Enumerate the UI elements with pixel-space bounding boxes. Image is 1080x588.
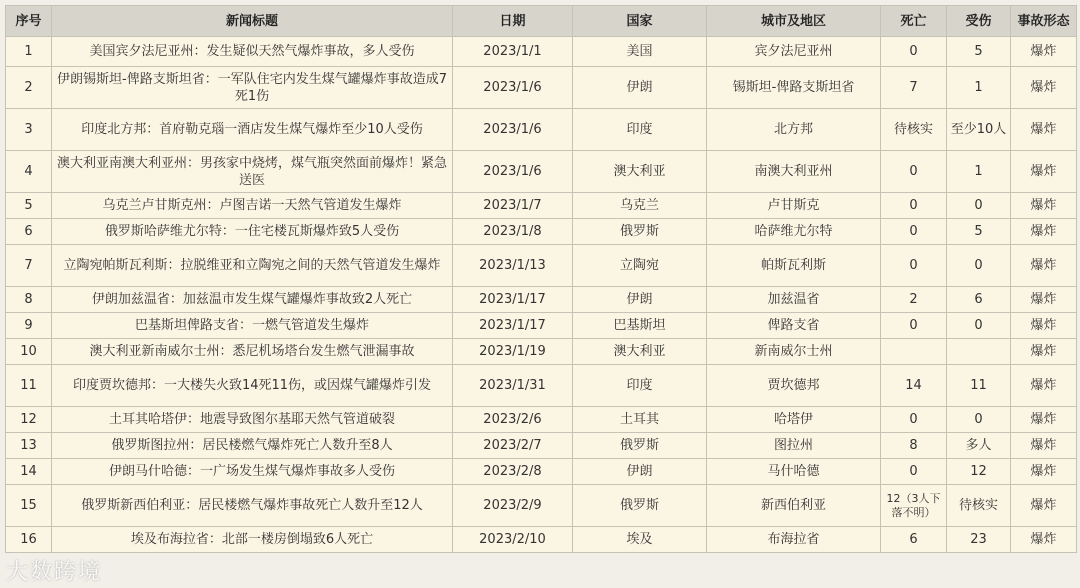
cell-date: 2023/1/13 <box>453 245 573 287</box>
cell-injuries: 1 <box>947 67 1011 109</box>
cell-region: 新西伯利亚 <box>707 485 881 527</box>
cell-region: 北方邦 <box>707 109 881 151</box>
incident-table <box>5 5 1077 553</box>
cell-title: 俄罗斯哈萨维尤尔特：一住宅楼瓦斯爆炸致5人受伤 <box>52 219 453 245</box>
header-row <box>6 6 1077 37</box>
col-header-date: 日期 <box>453 6 573 37</box>
cell-deaths: 0 <box>881 193 947 219</box>
cell-deaths: 8 <box>881 433 947 459</box>
cell-deaths: 0 <box>881 407 947 433</box>
cell-region: 布海拉省 <box>707 527 881 553</box>
cell-date: 2023/2/6 <box>453 407 573 433</box>
table-row <box>6 245 1077 287</box>
cell-injuries: 0 <box>947 245 1011 287</box>
table-row <box>6 109 1077 151</box>
cell-title: 埃及布海拉省：北部一楼房倒塌致6人死亡 <box>52 527 453 553</box>
cell-title: 澳大利亚新南威尔士州：悉尼机场塔台发生燃气泄漏事故 <box>52 339 453 365</box>
cell-injuries: 0 <box>947 313 1011 339</box>
cell-injuries: 0 <box>947 407 1011 433</box>
cell-title: 巴基斯坦俾路支省：一燃气管道发生爆炸 <box>52 313 453 339</box>
cell-date: 2023/2/8 <box>453 459 573 485</box>
cell-type: 爆炸 <box>1011 339 1077 365</box>
cell-region: 新南威尔士州 <box>707 339 881 365</box>
cell-index: 1 <box>6 37 52 67</box>
cell-country: 俄罗斯 <box>573 219 707 245</box>
cell-type: 爆炸 <box>1011 37 1077 67</box>
cell-region: 加兹温省 <box>707 287 881 313</box>
cell-injuries: 5 <box>947 219 1011 245</box>
table-row <box>6 485 1077 527</box>
col-header-injuries: 受伤 <box>947 6 1011 37</box>
cell-type: 爆炸 <box>1011 245 1077 287</box>
cell-type: 爆炸 <box>1011 459 1077 485</box>
cell-index: 11 <box>6 365 52 407</box>
cell-injuries: 5 <box>947 37 1011 67</box>
col-header-country: 国家 <box>573 6 707 37</box>
cell-injuries: 11 <box>947 365 1011 407</box>
cell-date: 2023/1/6 <box>453 109 573 151</box>
cell-date: 2023/2/7 <box>453 433 573 459</box>
cell-type: 爆炸 <box>1011 219 1077 245</box>
cell-injuries: 6 <box>947 287 1011 313</box>
cell-injuries: 1 <box>947 151 1011 193</box>
cell-index: 5 <box>6 193 52 219</box>
cell-index: 16 <box>6 527 52 553</box>
cell-injuries <box>947 339 1011 365</box>
col-header-title: 新闻标题 <box>52 6 453 37</box>
cell-index: 13 <box>6 433 52 459</box>
cell-country: 俄罗斯 <box>573 485 707 527</box>
cell-title: 俄罗斯新西伯利亚：居民楼燃气爆炸事故死亡人数升至12人 <box>52 485 453 527</box>
cell-region: 图拉州 <box>707 433 881 459</box>
watermark-text: 大数跨境 <box>6 560 103 585</box>
cell-type: 爆炸 <box>1011 287 1077 313</box>
cell-date: 2023/1/6 <box>453 67 573 109</box>
cell-type: 爆炸 <box>1011 365 1077 407</box>
table-row <box>6 313 1077 339</box>
cell-title: 印度贾坎德邦：一大楼失火致14死11伤，或因煤气罐爆炸引发 <box>52 365 453 407</box>
cell-index: 15 <box>6 485 52 527</box>
table-row <box>6 287 1077 313</box>
cell-title: 乌克兰卢甘斯克州：卢图吉诺一天然气管道发生爆炸 <box>52 193 453 219</box>
cell-deaths: 2 <box>881 287 947 313</box>
cell-date: 2023/2/9 <box>453 485 573 527</box>
table-row <box>6 219 1077 245</box>
cell-title: 伊朗马什哈德：一广场发生煤气爆炸事故多人受伤 <box>52 459 453 485</box>
table-row <box>6 37 1077 67</box>
cell-deaths: 6 <box>881 527 947 553</box>
cell-date: 2023/1/7 <box>453 193 573 219</box>
cell-index: 12 <box>6 407 52 433</box>
cell-title: 俄罗斯图拉州：居民楼燃气爆炸死亡人数升至8人 <box>52 433 453 459</box>
table-body <box>6 37 1077 553</box>
cell-index: 10 <box>6 339 52 365</box>
cell-injuries: 23 <box>947 527 1011 553</box>
cell-title: 土耳其哈塔伊：地震导致图尔基耶天然气管道破裂 <box>52 407 453 433</box>
cell-type: 爆炸 <box>1011 485 1077 527</box>
cell-title: 澳大利亚南澳大利亚州：男孩家中烧烤，煤气瓶突然面前爆炸！紧急送医 <box>52 151 453 193</box>
cell-region: 哈萨维尤尔特 <box>707 219 881 245</box>
cell-title: 立陶宛帕斯瓦利斯：拉脱维亚和立陶宛之间的天然气管道发生爆炸 <box>52 245 453 287</box>
cell-deaths: 7 <box>881 67 947 109</box>
table-row <box>6 67 1077 109</box>
table-row <box>6 365 1077 407</box>
cell-country: 土耳其 <box>573 407 707 433</box>
col-header-deaths: 死亡 <box>881 6 947 37</box>
cell-injuries: 待核实 <box>947 485 1011 527</box>
cell-region: 南澳大利亚州 <box>707 151 881 193</box>
cell-deaths: 0 <box>881 219 947 245</box>
cell-index: 6 <box>6 219 52 245</box>
cell-country: 美国 <box>573 37 707 67</box>
cell-region: 帕斯瓦利斯 <box>707 245 881 287</box>
cell-region: 俾路支省 <box>707 313 881 339</box>
cell-type: 爆炸 <box>1011 67 1077 109</box>
cell-type: 爆炸 <box>1011 313 1077 339</box>
cell-deaths: 0 <box>881 459 947 485</box>
table-row <box>6 433 1077 459</box>
cell-index: 4 <box>6 151 52 193</box>
table-row <box>6 151 1077 193</box>
cell-index: 8 <box>6 287 52 313</box>
cell-type: 爆炸 <box>1011 109 1077 151</box>
cell-type: 爆炸 <box>1011 151 1077 193</box>
cell-type: 爆炸 <box>1011 527 1077 553</box>
cell-country: 伊朗 <box>573 459 707 485</box>
cell-country: 伊朗 <box>573 287 707 313</box>
cell-country: 埃及 <box>573 527 707 553</box>
cell-deaths: 0 <box>881 37 947 67</box>
cell-index: 3 <box>6 109 52 151</box>
cell-type: 爆炸 <box>1011 193 1077 219</box>
cell-injuries: 至少10人 <box>947 109 1011 151</box>
cell-injuries: 0 <box>947 193 1011 219</box>
cell-date: 2023/1/17 <box>453 313 573 339</box>
cell-country: 澳大利亚 <box>573 151 707 193</box>
cell-title: 印度北方邦：首府勒克瑙一酒店发生煤气爆炸至少10人受伤 <box>52 109 453 151</box>
cell-country: 乌克兰 <box>573 193 707 219</box>
cell-index: 2 <box>6 67 52 109</box>
cell-country: 印度 <box>573 109 707 151</box>
col-header-type: 事故形态 <box>1011 6 1077 37</box>
cell-date: 2023/1/8 <box>453 219 573 245</box>
cell-injuries: 12 <box>947 459 1011 485</box>
cell-date: 2023/1/1 <box>453 37 573 67</box>
cell-deaths: 0 <box>881 245 947 287</box>
cell-date: 2023/1/19 <box>453 339 573 365</box>
cell-country: 伊朗 <box>573 67 707 109</box>
cell-region: 贾坎德邦 <box>707 365 881 407</box>
cell-region: 卢甘斯克 <box>707 193 881 219</box>
cell-deaths: 0 <box>881 151 947 193</box>
cell-country: 俄罗斯 <box>573 433 707 459</box>
table-row <box>6 339 1077 365</box>
cell-country: 印度 <box>573 365 707 407</box>
watermark-logo <box>6 555 102 586</box>
cell-index: 7 <box>6 245 52 287</box>
cell-region: 哈塔伊 <box>707 407 881 433</box>
cell-title: 伊朗锡斯坦-俾路支斯坦省：一军队住宅内发生煤气罐爆炸事故造成7死1伤 <box>52 67 453 109</box>
cell-date: 2023/1/31 <box>453 365 573 407</box>
cell-deaths <box>881 339 947 365</box>
table-row <box>6 527 1077 553</box>
cell-region: 马什哈德 <box>707 459 881 485</box>
cell-country: 立陶宛 <box>573 245 707 287</box>
table-row <box>6 193 1077 219</box>
cell-deaths: 14 <box>881 365 947 407</box>
cell-type: 爆炸 <box>1011 407 1077 433</box>
cell-index: 14 <box>6 459 52 485</box>
cell-deaths: 0 <box>881 313 947 339</box>
cell-index: 9 <box>6 313 52 339</box>
cell-date: 2023/2/10 <box>453 527 573 553</box>
cell-region: 宾夕法尼亚州 <box>707 37 881 67</box>
cell-date: 2023/1/6 <box>453 151 573 193</box>
col-header-index: 序号 <box>6 6 52 37</box>
cell-title: 伊朗加兹温省：加兹温市发生煤气罐爆炸事故致2人死亡 <box>52 287 453 313</box>
table-row <box>6 459 1077 485</box>
cell-country: 澳大利亚 <box>573 339 707 365</box>
cell-region: 锡斯坦-俾路支斯坦省 <box>707 67 881 109</box>
cell-date: 2023/1/17 <box>453 287 573 313</box>
table-row <box>6 407 1077 433</box>
cell-type: 爆炸 <box>1011 433 1077 459</box>
cell-deaths: 12（3人下落不明） <box>881 485 947 527</box>
col-header-region: 城市及地区 <box>707 6 881 37</box>
cell-title: 美国宾夕法尼亚州：发生疑似天然气爆炸事故，多人受伤 <box>52 37 453 67</box>
cell-injuries: 多人 <box>947 433 1011 459</box>
cell-deaths: 待核实 <box>881 109 947 151</box>
cell-country: 巴基斯坦 <box>573 313 707 339</box>
